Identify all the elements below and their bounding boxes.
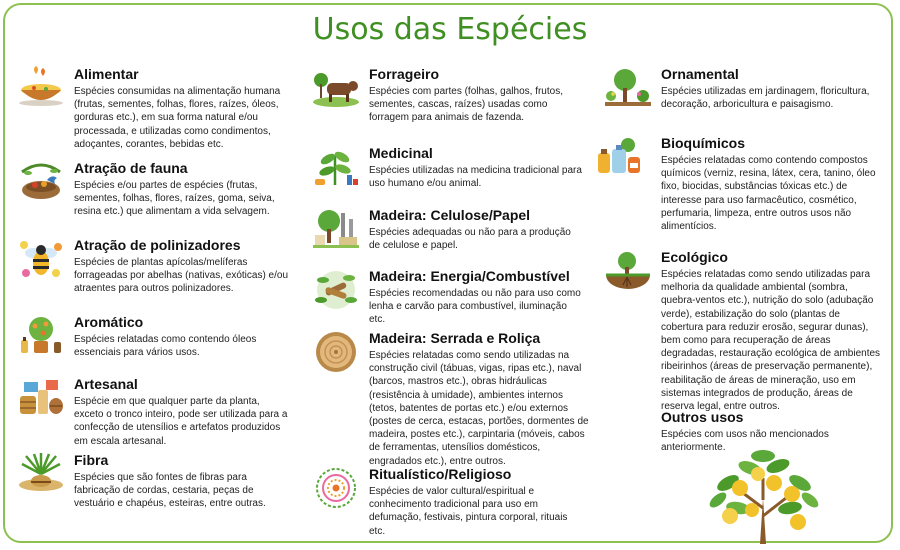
mandala-icon <box>311 466 361 510</box>
craft-baskets-icon <box>16 376 66 420</box>
use-description: Espécies relatadas como contendo óleos essenciais para vários usos. <box>74 334 257 359</box>
use-description: Espécies de plantas apícolas/melíferas forrageadas por abelhas (nativas, exóticas) e/ou atraentes para outros polinizadores. <box>74 257 289 295</box>
soup-bowl-icon <box>16 66 66 110</box>
page-title: Usos das Espécies <box>312 12 588 47</box>
use-description: Espécies utilizadas na medicina tradicional para uso humano e/ou animal. <box>369 165 582 190</box>
paper-mill-icon <box>311 207 361 251</box>
fiber-hat-icon <box>16 452 66 496</box>
log-section-icon <box>311 330 361 374</box>
use-description: Espécies relatadas como contendo compostos químicos (verniz, resina, látex, cera, tanino, óleo fixo, biocidas, substâncias tóxicas etc.) de interesse para uso farmacêutico, cosmético, perfumaria, limpeza, entre outros usos não alimentícios. <box>661 155 876 233</box>
use-description: Espécies que são fontes de fibras para fabricação de cordas, cestaria, peças de vestuário e chapéus, esteiras, entre outras. <box>74 472 266 510</box>
use-title: Madeira: Energia/Combustível <box>369 268 570 284</box>
use-description: Espécies adequadas ou não para a produção de celulose e papel. <box>369 227 571 252</box>
use-title: Alimentar <box>74 66 139 82</box>
use-description: Espécies de valor cultural/espiritual e conhecimento tradicional para uso em defumação, festivais, pintura corporal, rituais etc. <box>369 486 568 537</box>
use-description: Espécies recomendadas ou não para uso como lenha e carvão para combustível, iluminação etc. <box>369 288 581 326</box>
use-title: Madeira: Serrada e Roliça <box>369 330 541 346</box>
use-title: Ritualístico/Religioso <box>369 466 512 482</box>
use-description: Espécies e/ou partes de espécies (frutas, sementes, folhas, flores, raízes, goma, seiva, resina etc.) que alimentam a vida selvagem. <box>74 180 275 218</box>
cattle-icon <box>311 66 361 110</box>
use-description: Espécie em que qualquer parte da planta, exceto o tronco inteiro, pode ser utilizada para a confecção de utensílios e artefatos produzidos em escala artesanal. <box>74 396 288 447</box>
bird-nest-icon <box>16 160 66 204</box>
use-title: Fibra <box>74 452 109 468</box>
bottles-icon <box>594 135 644 179</box>
firewood-icon <box>311 268 361 312</box>
use-title: Artesanal <box>74 376 138 392</box>
soil-tree-icon <box>603 249 653 293</box>
fruit-tree-icon <box>688 438 838 546</box>
use-description: Espécies com usos não mencionados anteriormente. <box>661 429 829 454</box>
use-description: Espécies consumidas na alimentação humana (frutas, sementes, folhas, flores, raízes, óleos, gorduras etc.), em sua forma natural e/ou processada, e utilizadas como condimentos, adoçantes, corantes, bebidas etc. <box>74 86 281 150</box>
use-description: Espécies relatadas como sendo utilizadas para melhoria da qualidade ambiental (sombra, quebra-ventos etc.), nutrição do solo (adubação verde), estabilização do solo (plantas de cobertura para reduzir erosão, segurar dunas), bem como para recuperação de áreas degradadas, restauração ecológica de ambientes ribeirinhos (áreas de preservação permanente), reabilitação de áreas de mineração, uso em sistemas integrados de produção, áreas de reserva legal, entre outros. <box>661 269 881 413</box>
aromatic-plant-icon <box>16 314 66 358</box>
use-title: Ecológico <box>661 249 728 265</box>
use-title: Forrageiro <box>369 66 440 82</box>
use-title: Medicinal <box>369 145 433 161</box>
use-title: Aromático <box>74 314 144 330</box>
use-title: Ornamental <box>661 66 739 82</box>
use-description: Espécies utilizadas em jardinagem, floricultura, decoração, arboricultura e paisagismo. <box>661 86 870 111</box>
use-description: Espécies com partes (folhas, galhos, frutos, sementes, cascas, raízes) usadas como forragem para animais de fazenda. <box>369 86 563 124</box>
use-description: Espécies relatadas como sendo utilizadas na construção civil (tábuas, vigas, ripas etc.), naval (barcos, mastros etc.), obras hidráulicas (resistência à umidade), ambientes internos (tetos, batentes de portas etc.) e/ou externos (postes de cerca, estacas, portões, dormentes de madeira, postes etc.), carpintaria (móveis, cabos de ferramentas, utensílios domésticos, engradados etc.), entre outros. <box>369 350 589 467</box>
use-title: Atração de polinizadores <box>74 237 241 253</box>
use-title: Bioquímicos <box>661 135 746 151</box>
use-title: Madeira: Celulose/Papel <box>369 207 531 223</box>
use-title: Atração de fauna <box>74 160 188 176</box>
bee-icon <box>16 237 66 281</box>
medicinal-plant-icon <box>311 145 361 189</box>
garden-tree-icon <box>603 66 653 110</box>
use-title: Outros usos <box>661 409 744 425</box>
